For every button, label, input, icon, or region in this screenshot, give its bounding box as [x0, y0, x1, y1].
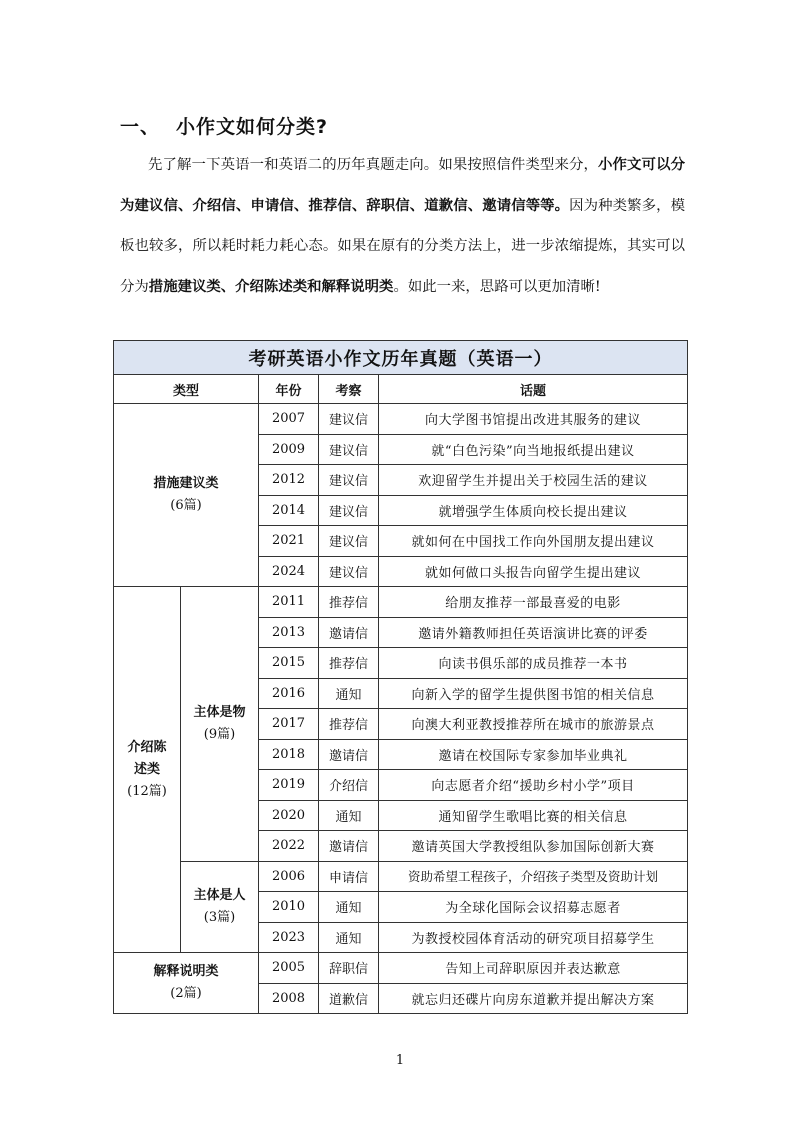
topic-cell: 资助希望工程孩子，介绍孩子类型及资助计划: [379, 861, 688, 892]
header-year: 年份: [259, 375, 319, 404]
category-explain: [114, 953, 259, 1014]
type-cell: 建议信: [319, 465, 379, 496]
category-explain-count: (2篇): [170, 986, 202, 1001]
topic-cell: 邀请在校国际专家参加毕业典礼: [379, 739, 688, 770]
table-row: [114, 953, 688, 984]
type-cell: 介绍信: [319, 770, 379, 801]
category-measures-name: 措施建议类: [153, 476, 219, 491]
type-cell: 通知: [319, 922, 379, 953]
year-cell: 2010: [259, 892, 319, 923]
topic-cell: 为教授校园体育活动的研究项目招募学生: [379, 922, 688, 953]
type-cell: 道歉信: [319, 983, 379, 1014]
topic-cell: 向志愿者介绍“援助乡村小学”项目: [379, 770, 688, 801]
section-heading: [120, 112, 328, 139]
topic-cell: 就“白色污染”向当地报纸提出建议: [379, 434, 688, 465]
category-intro: [114, 587, 181, 953]
topic-cell: 告知上司辞职原因并表达歉意: [379, 953, 688, 984]
para-bold-2: 措施建议类、介绍陈述类和解释说明类: [148, 277, 394, 295]
year-cell: 2023: [259, 922, 319, 953]
intro-paragraph: [120, 145, 685, 307]
table-row: [114, 587, 688, 618]
para-text-1: 先了解一下英语一和英语二的历年真题走向。如果按照信件类型来分，: [148, 157, 598, 173]
table-title-row: [114, 341, 688, 375]
topic-cell: 就如何做口头报告向留学生提出建议: [379, 556, 688, 587]
year-cell: 2022: [259, 831, 319, 862]
year-cell: 2016: [259, 678, 319, 709]
topic-cell: 欢迎留学生并提出关于校园生活的建议: [379, 465, 688, 496]
type-cell: 推荐信: [319, 587, 379, 618]
section-title: 小作文如何分类?: [176, 116, 329, 138]
year-cell: 2019: [259, 770, 319, 801]
year-cell: 2008: [259, 983, 319, 1014]
table-header-row: [114, 375, 688, 404]
year-cell: 2014: [259, 495, 319, 526]
topic-cell: 就如何在中国找工作向外国朋友提出建议: [379, 526, 688, 557]
type-cell: 通知: [319, 800, 379, 831]
year-cell: 2017: [259, 709, 319, 740]
topic-cell: 邀请英国大学教授组队参加国际创新大赛: [379, 831, 688, 862]
header-type: 考察: [319, 375, 379, 404]
year-cell: 2005: [259, 953, 319, 984]
year-cell: 2015: [259, 648, 319, 679]
topic-cell: 给朋友推荐一部最喜爱的电影: [379, 587, 688, 618]
category-intro-name-2: 述类: [133, 761, 160, 777]
category-explain-name: 解释说明类: [153, 964, 219, 979]
table-title: 考研英语小作文历年真题（英语一）: [114, 341, 688, 375]
topic-cell: 邀请外籍教师担任英语演讲比赛的评委: [379, 617, 688, 648]
year-cell: 2024: [259, 556, 319, 587]
header-category: 类型: [114, 375, 259, 404]
subcategory-things-name: 主体是物: [193, 704, 246, 720]
para-text-2: 因为种类繁多，模板也较多，所以耗时耗力耗心态。如果在原有的分类方法上，进一步浓缩提炼，其实可以分为: [120, 197, 685, 295]
year-cell: 2021: [259, 526, 319, 557]
type-cell: 通知: [319, 678, 379, 709]
type-cell: 申请信: [319, 861, 379, 892]
para-text-3: 。如此一来，思路可以更加清晰!: [393, 278, 601, 295]
year-cell: 2011: [259, 587, 319, 618]
type-cell: 建议信: [319, 404, 379, 435]
topic-cell: 就增强学生体质向校长提出建议: [379, 495, 688, 526]
topic-cell: 向新入学的留学生提供图书馆的相关信息: [379, 678, 688, 709]
category-intro-count: (12篇): [127, 783, 167, 799]
exam-topics-table: [113, 340, 688, 1014]
type-cell: 邀请信: [319, 617, 379, 648]
year-cell: 2013: [259, 617, 319, 648]
type-cell: 通知: [319, 892, 379, 923]
table-row: [114, 404, 688, 435]
category-intro-name-1: 介绍陈: [127, 739, 167, 755]
subcategory-things-count: (9篇): [203, 726, 236, 742]
year-cell: 2020: [259, 800, 319, 831]
type-cell: 辞职信: [319, 953, 379, 984]
type-cell: 推荐信: [319, 709, 379, 740]
year-cell: 2012: [259, 465, 319, 496]
type-cell: 推荐信: [319, 648, 379, 679]
type-cell: 邀请信: [319, 739, 379, 770]
header-topic: 话题: [379, 375, 688, 404]
type-cell: 建议信: [319, 434, 379, 465]
category-measures: [114, 404, 259, 587]
topic-cell: 通知留学生歌唱比赛的相关信息: [379, 800, 688, 831]
subcategory-people: [181, 861, 259, 953]
topic-cell: 为全球化国际会议招募志愿者: [379, 892, 688, 923]
section-number: 一、: [120, 116, 161, 138]
para-bold-1: 小作文可以分为建议信、介绍信、申请信、推荐信、辞职信、道歉信、邀请信等等。: [120, 156, 685, 214]
type-cell: 建议信: [319, 495, 379, 526]
subcategory-people-name: 主体是人: [193, 887, 246, 903]
type-cell: 建议信: [319, 526, 379, 557]
year-cell: 2006: [259, 861, 319, 892]
category-measures-count: (6篇): [170, 498, 202, 513]
year-cell: 2007: [259, 404, 319, 435]
type-cell: 建议信: [319, 556, 379, 587]
page-number: 1: [395, 1053, 405, 1068]
type-cell: 邀请信: [319, 831, 379, 862]
topic-cell: 向读书俱乐部的成员推荐一本书: [379, 648, 688, 679]
topic-cell: 向澳大利亚教授推荐所在城市的旅游景点: [379, 709, 688, 740]
topic-cell: 向大学图书馆提出改进其服务的建议: [379, 404, 688, 435]
year-cell: 2018: [259, 739, 319, 770]
topic-cell: 就忘归还碟片向房东道歉并提出解决方案: [379, 983, 688, 1014]
subcategory-things: [181, 587, 259, 862]
year-cell: 2009: [259, 434, 319, 465]
table-row: [114, 861, 688, 892]
subcategory-people-count: (3篇): [203, 909, 236, 925]
